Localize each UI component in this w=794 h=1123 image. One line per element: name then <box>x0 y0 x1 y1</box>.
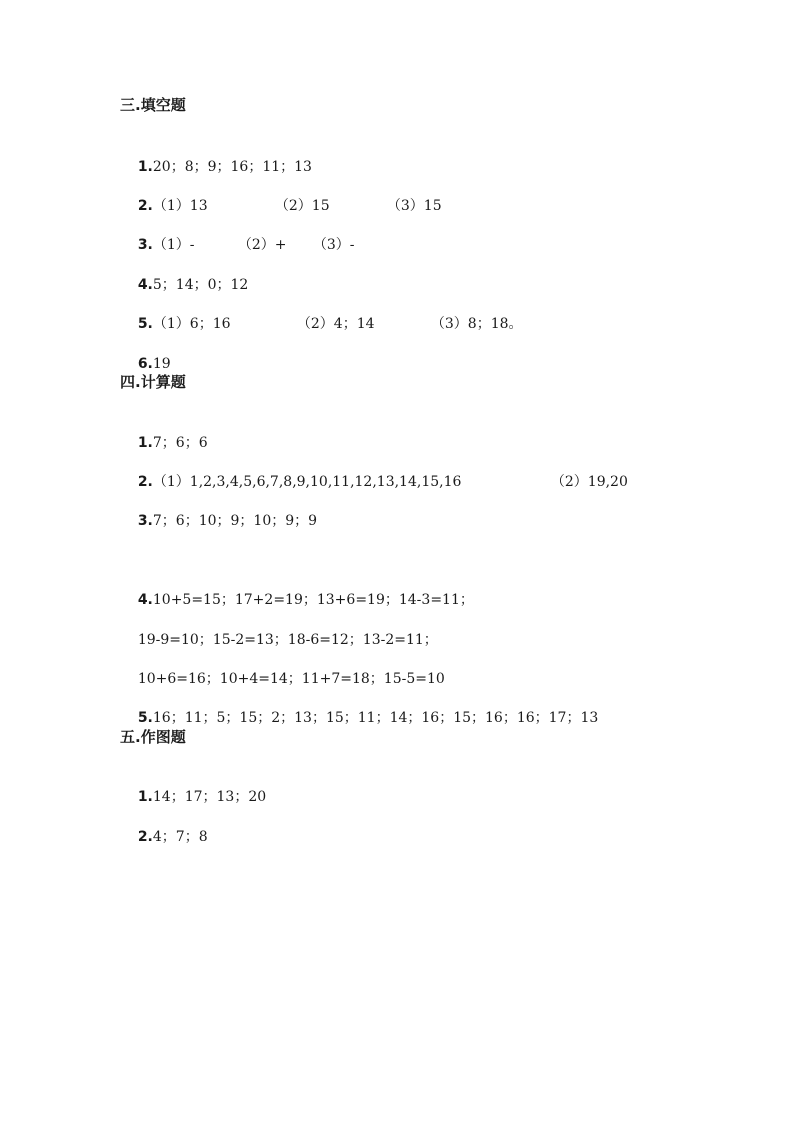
answer-text: （1）13 <box>152 198 208 214</box>
answer-text: （3）- <box>312 237 355 253</box>
item-number: 4. <box>137 592 153 608</box>
answer-text: 7；6；10；9；10；9；9 <box>152 513 318 529</box>
answer-text: （1）6；16 <box>152 316 231 332</box>
answer-text: 10+6=16；10+4=14；11+7=18；15-5=10 <box>137 671 445 687</box>
answer-text: （2）19,20 <box>550 474 628 490</box>
answer-text: 19 <box>152 356 171 372</box>
answer-line <box>120 688 598 748</box>
answer-text: 4；7；8 <box>152 829 208 845</box>
answer-text: （3）15 <box>386 198 442 214</box>
item-number: 2. <box>137 829 153 845</box>
section-heading-fill-in: 三.填空题 <box>120 96 186 114</box>
item-number: 2. <box>137 198 153 214</box>
answer-text: 16；11；5；15；2；13；15；11；14；16；15；16；16；17；13 <box>152 710 599 726</box>
item-number: 3. <box>137 237 153 253</box>
item-number: 1. <box>137 159 153 175</box>
answer-text: 19-9=10；15-2=13；18-6=12；13-2=11； <box>137 632 438 648</box>
section-heading-drawing: 五.作图题 <box>120 728 186 746</box>
answer-line <box>120 491 317 551</box>
answer-text: （1）1,2,3,4,5,6,7,8,9,10,11,12,13,14,15,16 <box>152 474 462 490</box>
answer-text: 20；8；9；16；11；13 <box>152 159 312 175</box>
answer-line <box>120 807 208 867</box>
item-number: 5. <box>137 316 153 332</box>
answer-text: （3）8；18。 <box>430 316 523 332</box>
item-number: 5. <box>137 710 153 726</box>
answer-text: （2）4；14 <box>296 316 375 332</box>
answer-text: （2）15 <box>274 198 330 214</box>
answer-line <box>120 294 523 354</box>
item-number: 1. <box>137 435 153 451</box>
item-number: 1. <box>137 789 153 805</box>
section-heading-calculation: 四.计算题 <box>120 373 186 391</box>
answer-text: 7；6；6 <box>152 435 208 451</box>
item-number: 6. <box>137 356 153 372</box>
answer-text: （1）- <box>152 237 195 253</box>
answer-text: 14；17；13；20 <box>152 789 267 805</box>
answer-text: （2）+ <box>237 237 287 253</box>
item-number: 3. <box>137 513 153 529</box>
answer-text: 10+5=15；17+2=19；13+6=19；14-3=11； <box>152 592 474 608</box>
answer-text: 5；14；0；12 <box>152 277 249 293</box>
item-number: 2. <box>137 474 153 490</box>
item-number: 4. <box>137 277 153 293</box>
